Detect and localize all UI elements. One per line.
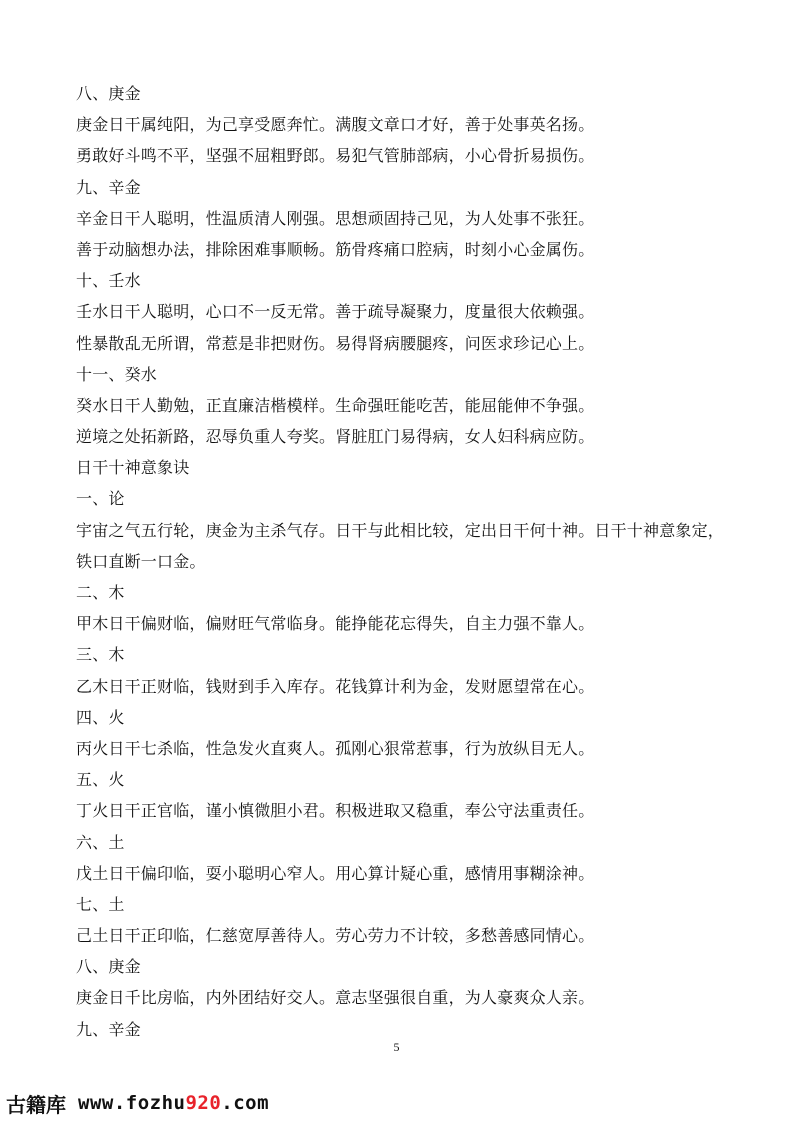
text-line: 性暴散乱无所谓，常惹是非把财伤。易得肾病腰腿疼，问医求珍记心上。 — [76, 333, 595, 353]
url-highlight: 920 — [185, 1092, 222, 1114]
text-line: 癸水日干人勤勉，正直廉洁楷模样。生命强旺能吃苦，能屈能伸不争强。 — [76, 395, 595, 415]
url-suffix: .com — [221, 1092, 270, 1114]
text-line: 善于动脑想办法，排除困难事顺畅。筋骨疼痛口腔病，时刻小心金属伤。 — [76, 239, 595, 259]
url-prefix: www.fozhu — [78, 1092, 186, 1114]
text-line: 九、辛金 — [76, 1019, 141, 1039]
text-line: 二、木 — [76, 583, 125, 602]
section-heading: 日干十神意象诀 — [76, 458, 190, 478]
text-line: 甲木日干偏财临，偏财旺气常临身。能挣能花忘得失，自主力强不靠人。 — [76, 614, 595, 634]
text-line: 戊土日干偏印临，耍小聪明心窄人。用心算计疑心重，感情用事糊涂神。 — [76, 863, 595, 883]
text-line: 九、辛金 — [76, 177, 141, 197]
text-line: 辛金日干人聪明，性温质清人刚强。思想顽固持己见，为人处事不张狂。 — [76, 208, 595, 228]
text-line: 七、土 — [76, 894, 125, 914]
text-line: 己土日干正印临，仁慈宽厚善待人。劳心劳力不计较，多愁善感同情心。 — [76, 926, 595, 946]
text-line: 逆境之处拓新路，忍辱负重人夸奖。肾脏肛门易得病，女人妇科病应防。 — [76, 427, 595, 447]
text-line: 六、土 — [76, 832, 125, 852]
text-line: 铁口直断一口金。 — [76, 551, 206, 571]
page-body — [76, 78, 736, 1045]
text-line: 三、木 — [76, 645, 125, 665]
text-line: 五、火 — [76, 770, 125, 790]
text-line: 八、庚金 — [76, 84, 141, 103]
text-line: 一、论 — [76, 489, 125, 509]
watermark-footer — [6, 1086, 269, 1120]
site-url[interactable] — [78, 1092, 269, 1114]
text-line: 八、庚金 — [76, 957, 141, 977]
text-line: 勇敢好斗鸣不平，坚强不屈粗野郎。易犯气管肺部病，小心骨折易损伤。 — [76, 146, 595, 166]
text-line: 十一、癸水 — [76, 364, 158, 384]
text-line: 壬水日干人聪明，心口不一反无常。善于疏导凝聚力，度量很大依赖强。 — [76, 302, 595, 322]
site-name: 古籍库 — [6, 1092, 66, 1117]
text-line: 十、壬水 — [76, 271, 141, 291]
text-line: 丁火日干正官临，谨小慎微胆小君。积极进取又稳重，奉公守法重责任。 — [76, 801, 595, 821]
text-line: 庚金日千比房临，内外团结好交人。意志坚强很自重，为人豪爽众人亲。 — [76, 988, 595, 1008]
page-number: 5 — [393, 1040, 400, 1054]
text-line: 乙木日干正财临，钱财到手入库存。花钱算计利为金，发财愿望常在心。 — [76, 676, 595, 696]
text-line: 四、火 — [76, 707, 125, 727]
text-line: 宇宙之气五行轮，庚金为主杀气存。日干与此相比较，定出日干何十神。日干十神意象定， — [76, 520, 725, 540]
text-line: 庚金日干属纯阳，为己享受愿奔忙。满腹文章口才好，善于处事英名扬。 — [76, 115, 595, 135]
text-line: 丙火日干七杀临，性急发火直爽人。孤刚心狠常惹事，行为放纵目无人。 — [76, 738, 595, 758]
